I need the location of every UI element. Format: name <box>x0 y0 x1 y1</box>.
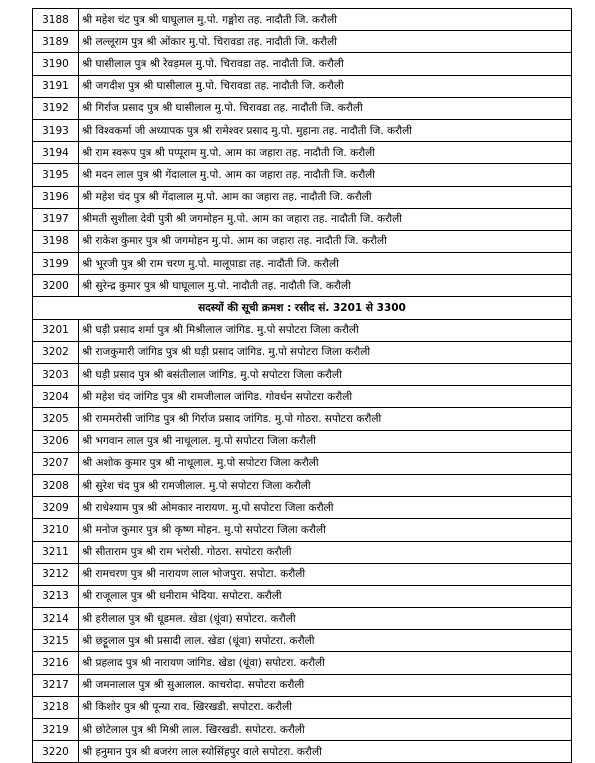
receipt-number: 3196 <box>33 186 79 208</box>
table-row <box>33 608 572 630</box>
receipt-number: 3208 <box>33 474 79 496</box>
table-row <box>33 31 572 53</box>
table-row <box>33 275 572 297</box>
section-heading-row <box>33 297 572 319</box>
member-details: श्री जगदीश पुत्र श्री घासीलाल मु.पो. चिरावडा तह. नादौती जि. करौली <box>79 75 572 97</box>
member-details: श्री सुरेन्द्र कुमार पुत्र श्री घाघूलाल मु.पो. नादौती तह. नादौती जि. करौली <box>79 275 572 297</box>
member-details: श्री राकेश कुमार पुत्र श्री जगमोहन मु.पो. आम का जहारा तह. नादौती जि. करौली <box>79 230 572 252</box>
receipt-number: 3220 <box>33 741 79 763</box>
receipt-number: 3203 <box>33 364 79 386</box>
member-details: श्री रामचरण पुत्र श्री नारायण लाल भोजपुरा. सपोटा. करौली <box>79 563 572 585</box>
table-row <box>33 97 572 119</box>
member-details: श्री सीताराम पुत्र श्री राम भरोसी. गोठरा. सपोटरा करौली <box>79 541 572 563</box>
member-details: श्री गिर्राज प्रसाद पुत्र श्री घासीलाल मु.पो. चिरावडा तह. नादौती जि. करौली <box>79 97 572 119</box>
receipt-number: 3195 <box>33 164 79 186</box>
receipt-number: 3204 <box>33 386 79 408</box>
members-3188-3200 <box>33 9 572 297</box>
receipt-number: 3214 <box>33 608 79 630</box>
member-details: श्री हनुमान पुत्र श्री बजरंग लाल स्योसिंहपुर वाले सपोटरा. करौली <box>79 741 572 763</box>
receipt-number: 3192 <box>33 97 79 119</box>
table-row <box>33 519 572 541</box>
table-row <box>33 585 572 607</box>
receipt-number: 3188 <box>33 9 79 31</box>
table-row <box>33 452 572 474</box>
member-details: श्री महेश चंद पुत्र श्री गेंदालाल मु.पो. आम का जहारा तह. नादौती जि. करौली <box>79 186 572 208</box>
member-register-table <box>32 8 572 763</box>
table-row <box>33 164 572 186</box>
member-details: श्री छोटेलाल पुत्र श्री मिश्री लाल. खिरखडी. सपोटरा. करौली <box>79 719 572 741</box>
table-row <box>33 430 572 452</box>
section-heading: सदस्यों की सूची क्रमश : रसीद सं. 3201 से 3300 <box>33 297 572 319</box>
receipt-number: 3218 <box>33 696 79 718</box>
member-details: श्री राजूलाल पुत्र श्री धनीराम भेदिया. सपोटरा. करौली <box>79 585 572 607</box>
table-row <box>33 541 572 563</box>
member-details: श्री प्रहलाद पुत्र श्री नारायण जांगिड. खेडा (धूंवा) सपोटरा. करौली <box>79 652 572 674</box>
table-row <box>33 341 572 363</box>
table-row <box>33 652 572 674</box>
member-details: श्रीमती सुशीला देवी पुत्री श्री जगमोहन मु.पो. आम का जहारा तह. नादौती जि. करौली <box>79 208 572 230</box>
receipt-number: 3190 <box>33 53 79 75</box>
member-details: श्री मदन लाल पुत्र श्री गेंदालाल मु.पो. आम का जहारा तह. नादौती जि. करौली <box>79 164 572 186</box>
table-row <box>33 674 572 696</box>
table-row <box>33 741 572 763</box>
table-row <box>33 75 572 97</box>
member-details: श्री किशोर पुत्र श्री पून्या राव. खिरखडी. सपोटरा. करौली <box>79 696 572 718</box>
receipt-number: 3205 <box>33 408 79 430</box>
receipt-number: 3191 <box>33 75 79 97</box>
section-heading-group <box>33 297 572 319</box>
member-details: श्री राजकुमारी जांगिड पुत्र श्री घड़ी प्रसाद जांगिड. मु.पो सपोटरा जिला करौली <box>79 341 572 363</box>
table-row <box>33 9 572 31</box>
member-details: श्री महेश चंद जांगिड पुत्र श्री रामजीलाल जांगिड. गोवर्धन सपोटरा करौली <box>79 386 572 408</box>
receipt-number: 3211 <box>33 541 79 563</box>
receipt-number: 3210 <box>33 519 79 541</box>
receipt-number: 3198 <box>33 230 79 252</box>
member-details: श्री लल्लूराम पुत्र श्री ओंकार मु.पो. चिरावडा तह. नादौती जि. करौली <box>79 31 572 53</box>
receipt-number: 3200 <box>33 275 79 297</box>
member-details: श्री राधेश्याम पुत्र श्री ओमकार नारायण. मु.पो सपोटरा जिला करौली <box>79 497 572 519</box>
member-details: श्री घड़ी प्रसाद पुत्र श्री बसंतीलाल जांगिड. मु.पो सपोटरा जिला करौली <box>79 364 572 386</box>
table-row <box>33 230 572 252</box>
table-row <box>33 497 572 519</box>
member-details: श्री राम स्वरूप पुत्र श्री पप्पूराम मु.पो. आम का जहारा तह. नादौती जि. करौली <box>79 142 572 164</box>
member-details: श्री महेश चंट पुत्र श्री घाघूलाल मु.पो. गङ्मोरा तह. नादौती जि. करौली <box>79 9 572 31</box>
member-details: श्री हरीलाल पुत्र श्री धूडमल. खेडा (धूंवा) सपोटरा. करौली <box>79 608 572 630</box>
table-row <box>33 408 572 430</box>
receipt-number: 3202 <box>33 341 79 363</box>
receipt-number: 3219 <box>33 719 79 741</box>
receipt-number: 3194 <box>33 142 79 164</box>
table-row <box>33 364 572 386</box>
member-details: श्री भगवान लाल पुत्र श्री नाथूलाल. मु.पो सपोटरा जिला करौली <box>79 430 572 452</box>
receipt-number: 3199 <box>33 253 79 275</box>
member-details: श्री सुरेश चंद पुत्र श्री रामजीलाल. मु.पो सपोटरा जिला करौली <box>79 474 572 496</box>
table-row <box>33 142 572 164</box>
receipt-number: 3201 <box>33 319 79 341</box>
receipt-number: 3207 <box>33 452 79 474</box>
member-details: श्री जमनालाल पुत्र श्री सुआलाल. काचरोदा. सपोटरा करौली <box>79 674 572 696</box>
receipt-number: 3197 <box>33 208 79 230</box>
table-row <box>33 474 572 496</box>
table-row <box>33 719 572 741</box>
receipt-number: 3217 <box>33 674 79 696</box>
table-row <box>33 386 572 408</box>
receipt-number: 3193 <box>33 119 79 141</box>
receipt-number: 3213 <box>33 585 79 607</box>
table-row <box>33 696 572 718</box>
receipt-number: 3215 <box>33 630 79 652</box>
table-row <box>33 53 572 75</box>
table-row <box>33 119 572 141</box>
member-details: श्री घासीलाल पुत्र श्री रेवड़मल मु.पो. चिरावडा तह. नादौती जि. करौली <box>79 53 572 75</box>
member-details: श्री विश्वकर्मा जी अध्यापक पुत्र श्री रामेश्वर प्रसाद मु.पो. मुहाना तह. नादौती जि. करौली <box>79 119 572 141</box>
receipt-number: 3206 <box>33 430 79 452</box>
table-row <box>33 186 572 208</box>
member-details: श्री राममरोसी जांगिड पुत्र श्री गिर्राज प्रसाद जांगिड. मु.पो गोठरा. सपोटरा करौली <box>79 408 572 430</box>
receipt-number: 3216 <box>33 652 79 674</box>
receipt-number: 3212 <box>33 563 79 585</box>
receipt-number: 3189 <box>33 31 79 53</box>
table-row <box>33 319 572 341</box>
member-details: श्री भूरजी पुत्र श्री राम चरण मु.पो. मालूपाडा तह. नादौती जि. करौली <box>79 253 572 275</box>
member-details: श्री छट्टूलाल पुत्र श्री प्रसादी लाल. खेडा (धूंवा) सपोटरा. करौली <box>79 630 572 652</box>
members-3201-3220 <box>33 319 572 763</box>
table-row <box>33 208 572 230</box>
member-details: श्री मनोज कुमार पुत्र श्री कृष्ण मोहन. मु.पो सपोटरा जिला करौली <box>79 519 572 541</box>
member-details: श्री अशोक कुमार पुत्र श्री नाथूलाल. मु.पो सपोटरा जिला करौली <box>79 452 572 474</box>
table-row <box>33 630 572 652</box>
member-details: श्री घड़ी प्रसाद शर्मा पुत्र श्री मिश्रीलाल जांगिड. मु.पो सपोटरा जिला करौली <box>79 319 572 341</box>
table-row <box>33 563 572 585</box>
receipt-number: 3209 <box>33 497 79 519</box>
table-row <box>33 253 572 275</box>
